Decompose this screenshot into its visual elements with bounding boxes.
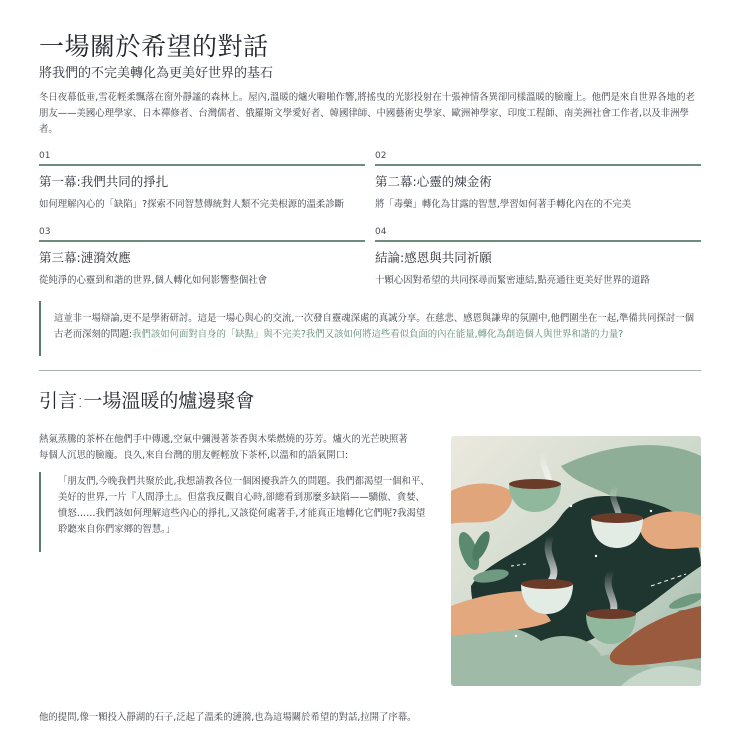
act-title: 第一幕:我們共同的掙扎 (39, 174, 169, 189)
speaker-quote: 「朋友們,今晚我們共聚於此,我想請教各位一個困擾我許久的問題。我們都渴望一個和平、美好的世界,一片『人間淨土』。但當我反觀自心時,卻總看到那麼多缺陷——驕傲、貪婪、憤怒……我們該如何理解這些內心的掙扎,又該從何處著手,才能真正地轉化它們呢?我渴望聆聽來自你們家鄉的智慧。」 (39, 472, 434, 552)
callout-highlight: 我們該如何面對自身的「缺點」與不完美?我們又該如何將這些看似負面的內在能量,轉化為創造個人與世界和諧的力量? (132, 329, 624, 340)
act-title: 第三幕:漣漪效應 (39, 250, 131, 265)
act-description: 將「毒藥」轉化為甘露的智慧,學習如何著手轉化內在的不完美 (375, 199, 632, 210)
section-paragraph-1: 熱氣蒸騰的茶杯在他們手中傳遞,空氣中彌漫著茶香與木柴燃燒的芬芳。爐火的光芒映照著每個人沉思的臉龐。良久,來自台灣的朋友輕輕放下茶杯,以溫和的語氣開口: (39, 434, 408, 461)
act-title: 第二幕:心靈的煉金術 (375, 174, 492, 189)
section-paragraph-2: 他的提問,像一顆投入靜湖的石子,泛起了溫柔的漣漪,也為這場關於希望的對話,拉開了序幕。 (39, 712, 417, 723)
callout-text: 這並非一場辯論,更不是學術研討。這是一場心與心的交流,一次發自靈魂深處的真誠分享。在慈悲、感恩與謙卑的氛圍中,他們圍坐在一起,準備共同探討一個古老而深刻的問題: (54, 313, 695, 340)
act-card-2 (375, 150, 701, 210)
act-description: 從純淨的心靈到和諧的世界,個人轉化如何影響整個社會 (39, 275, 267, 286)
act-divider (39, 240, 365, 242)
act-card-3 (39, 226, 365, 286)
act-number: 01 (39, 151, 51, 161)
act-description: 十顆心因對希望的共同探尋而緊密連結,點亮通往更美好世界的道路 (375, 275, 650, 286)
intro-paragraph: 冬日夜幕低垂,雪花輕柔飄落在窗外靜謐的森林上。屋內,溫暖的爐火噼啪作響,將搖曳的光影投射在十張神情各異卻同樣溫暖的臉龐上。他們是來自世界各地的老朋友——美國心理學家、日本禪修者、台灣儒者、俄羅斯文學愛好者、韓國律師、中國藝術史學家、歐洲神學家、印度工程師、南美洲社會工作者,以及非洲學者。 (39, 92, 695, 135)
act-title: 結論:感恩與共同祈願 (375, 250, 492, 265)
section-title: 引言:一場溫暖的爐邊聚會 (39, 390, 255, 412)
act-number: 04 (375, 227, 387, 237)
section-divider (39, 370, 701, 371)
act-description: 如何理解內心的「缺陷」?探索不同智慧傳統對人類不完美根源的溫柔診斷 (39, 199, 344, 210)
act-divider (375, 240, 701, 242)
act-divider (39, 164, 365, 166)
page-subtitle: 將我們的不完美轉化為更美好世界的基石 (39, 66, 274, 81)
tea-illustration (451, 436, 701, 686)
act-divider (375, 164, 701, 166)
act-card-1 (39, 150, 365, 210)
page-title: 一場關於希望的對話 (39, 32, 269, 61)
act-number: 03 (39, 227, 51, 237)
callout-quote (39, 301, 701, 356)
act-number: 02 (375, 151, 387, 161)
act-card-4 (375, 226, 701, 286)
